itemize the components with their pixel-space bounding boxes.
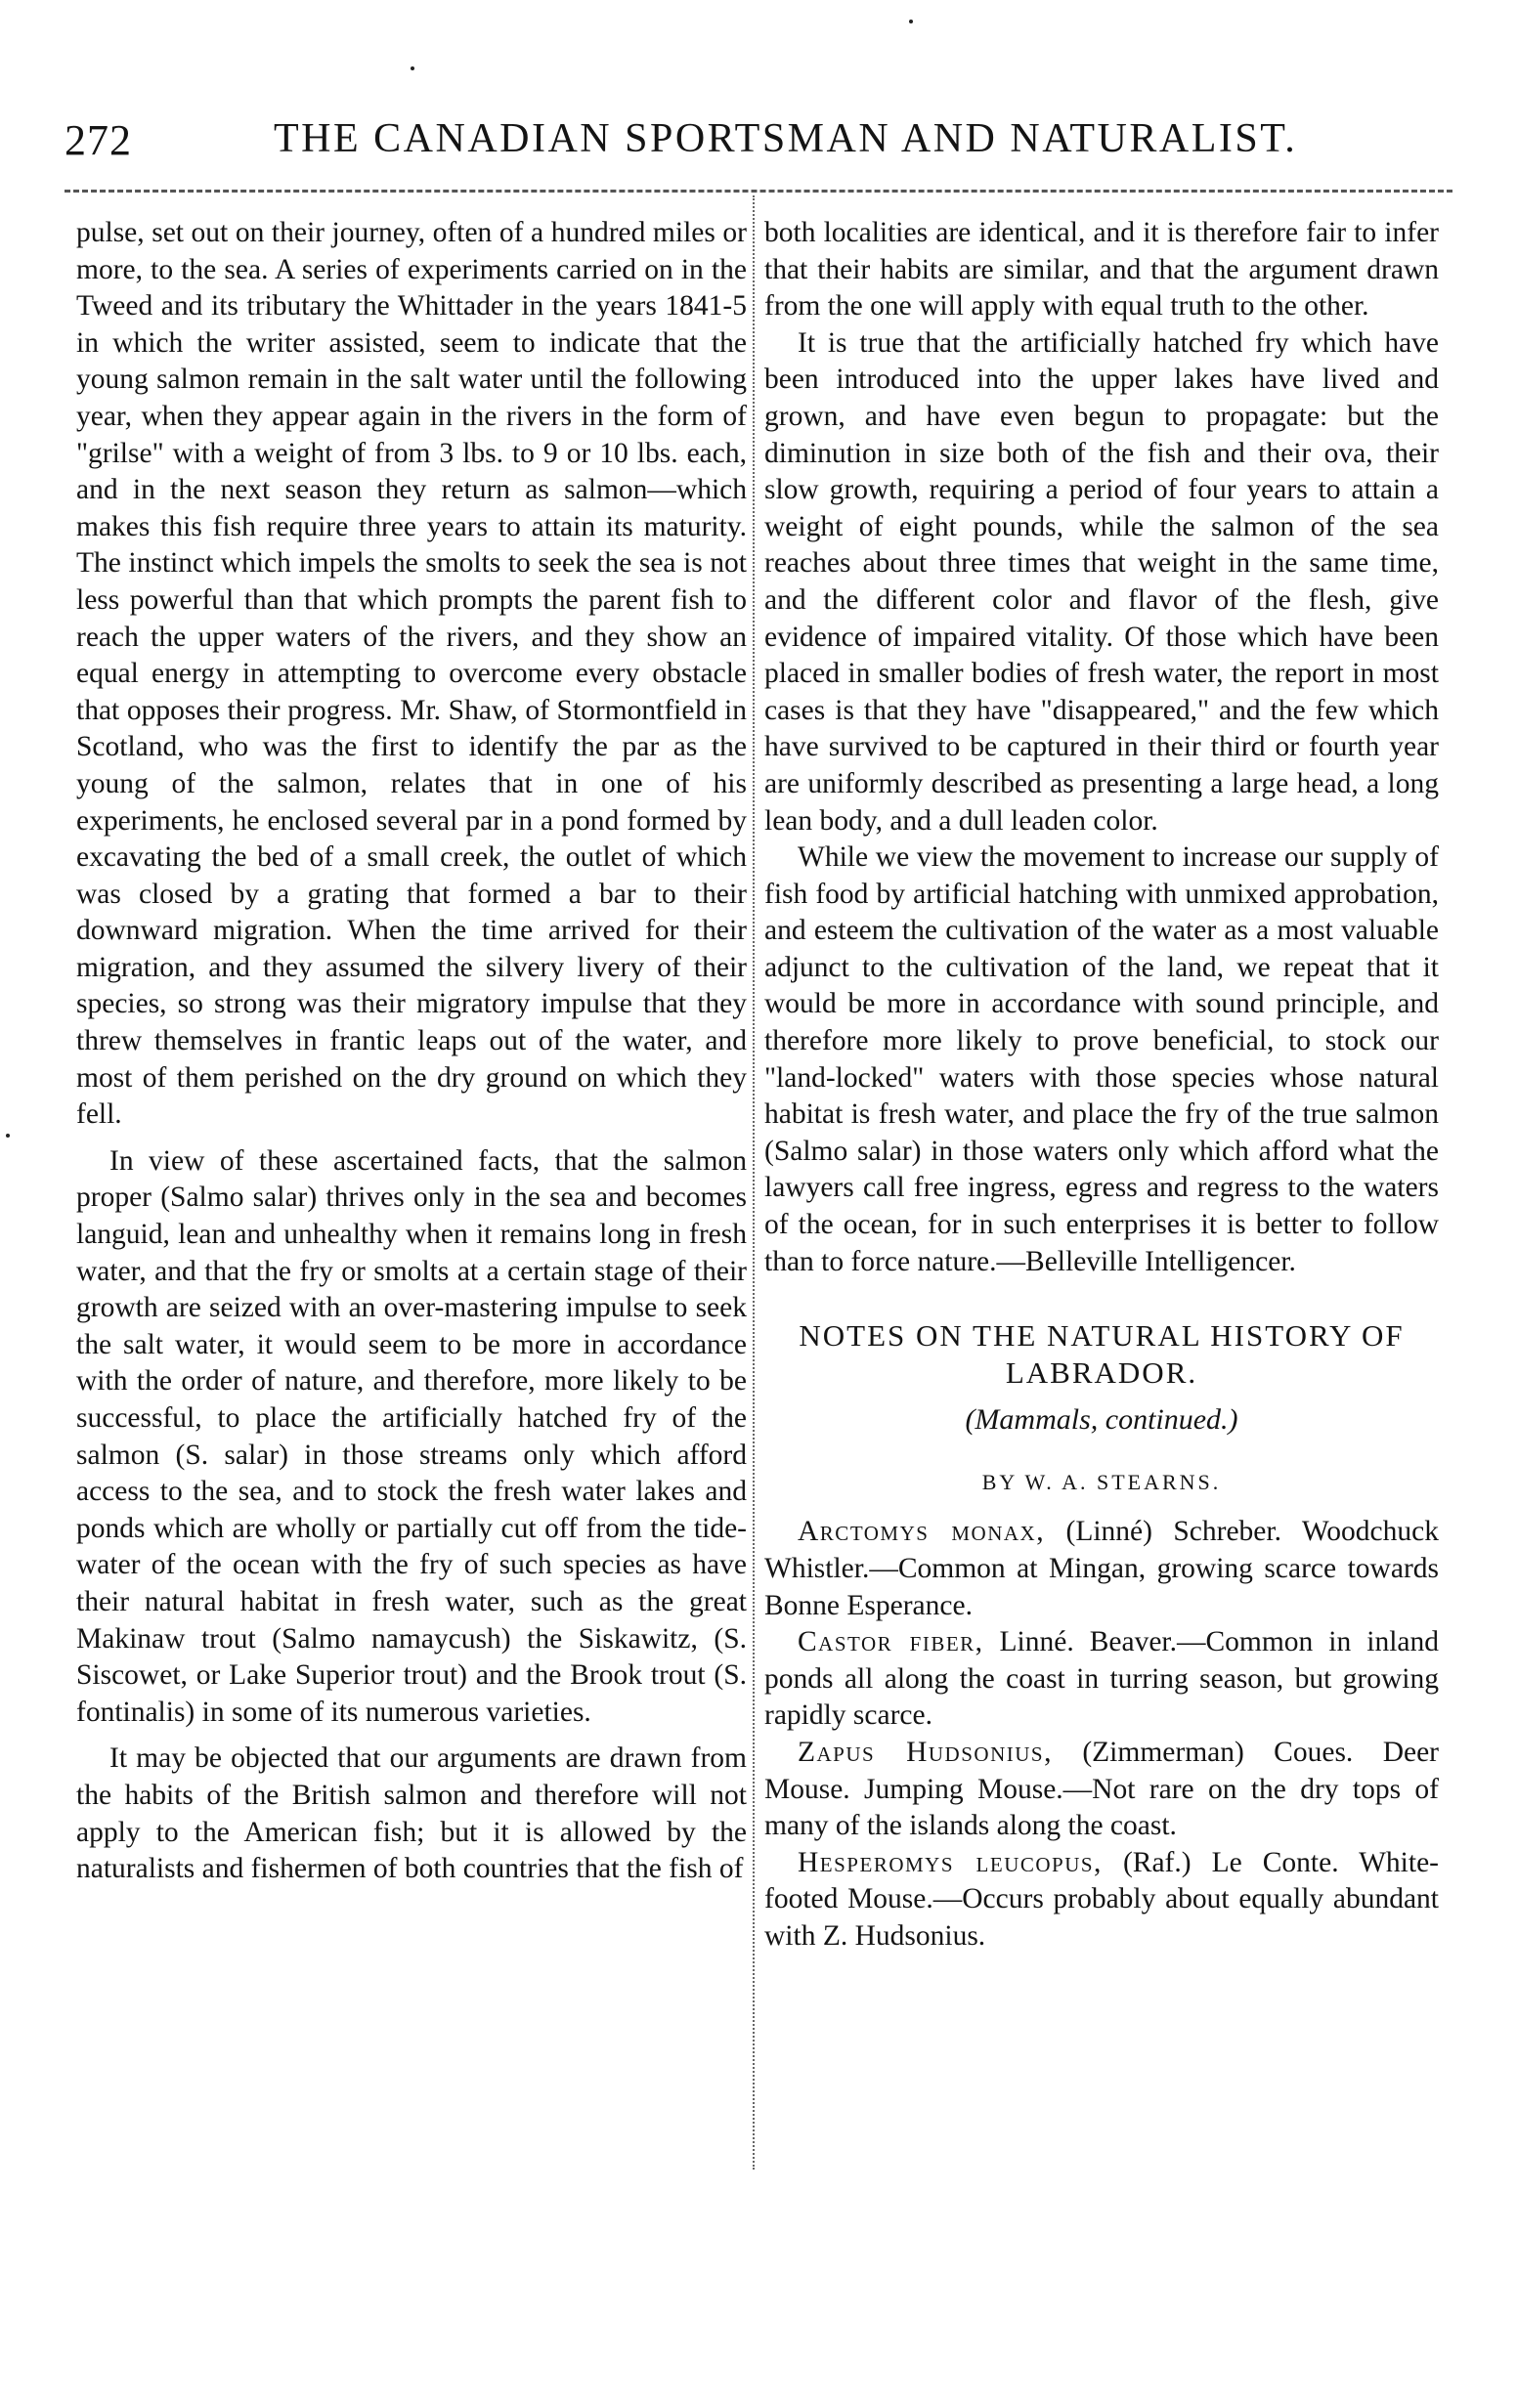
scan-speck	[6, 1134, 10, 1138]
species-description: (Zimmerman) Coues. Deer Mouse. Jumping Mouse.—Not rare on the dry tops of many of the islands along the coast.	[764, 1736, 1440, 1842]
section-subtitle: (Mammals, continued.)	[965, 1403, 1238, 1437]
right-column	[764, 215, 1439, 1956]
section-title: NOTES ON THE NATURAL HISTORY OF LABRADOR.	[799, 1318, 1405, 1391]
left-column	[76, 215, 747, 1888]
species-entry	[764, 1735, 1439, 1845]
species-entry	[764, 1514, 1439, 1624]
page-number: 272	[65, 116, 132, 164]
left-paragraph-2: In view of these ascertained facts, that the salmon proper (Salmo salar) thrives only in the sea and becomes languid, lean and unhealthy when it remains long in fresh water, and that the fry or smolts at a certain stage of their growth are seized with an over-mastering impulse to seek the salt water, it would seem to be more in accordance with the order of nature, and therefore, more likely to be successful, to place the artificially hatched fry of the salmon (S. salar) in those streams only which afford access to the sea, and to stock the fresh water lakes and ponds which are wholly or partially cut off from the tide-water of the ocean with the fry of such species as have their natural habitat in fresh water, such as the great Makinaw trout (Salmo namaycush) the Siskawitz, (S. Siscowet, or Lake Superior trout) and the Brook trout (S. fontinalis) in some of its numerous varieties.	[76, 1144, 747, 1728]
species-name: Castor fiber,	[798, 1626, 984, 1658]
species-name: Hesperomys leucopus,	[798, 1846, 1103, 1878]
page-header	[65, 115, 1452, 174]
species-description: (Raf.) Le Conte. White-footed Mouse.—Occurs probably about equally abundant with Z. Hudsonius.	[764, 1846, 1439, 1952]
species-name: Arctomys monax,	[798, 1516, 1046, 1548]
right-paragraph-3: While we view the movement to increase our supply of fish food by artificial hatching with unmixed approbation, and esteem the cultivation of the water as a most valuable adjunct to the cultivation of the land, we repeat that it would be more in accordance with sound principle, and therefore more likely to prove beneficial, to stock our "land-locked" waters with those species whose natural habitat is fresh water, and place the fry of the true salmon (Salmo salar) in those waters only which afford what the lawyers call free ingress, egress and regress to the waters of the ocean, for in such enterprises it is better to follow than to force nature.—Belleville Intelligencer.	[764, 841, 1439, 1277]
running-head: THE CANADIAN SPORTSMAN AND NATURALIST.	[274, 116, 1298, 161]
right-paragraph-1: both localities are identical, and it is therefore fair to infer that their habits are similar, and that the argument drawn from the one will apply with equal truth to the other.	[764, 217, 1439, 322]
column-divider	[753, 195, 755, 2170]
species-entry	[764, 1845, 1439, 1956]
scan-speck	[411, 66, 414, 70]
byline: BY W. A. STEARNS.	[981, 1469, 1222, 1494]
species-description: Linné. Beaver.—Common in inland ponds all along the coast in turring season, but growing rapidly scarce.	[764, 1626, 1439, 1732]
species-name: Zapus Hudsonius,	[798, 1736, 1053, 1768]
species-entry	[764, 1624, 1439, 1735]
scan-speck	[909, 20, 913, 23]
right-paragraph-2: It is true that the artificially hatched fry which have been introduced into the upper lakes have lived and grown, and have even begun to propagate: but the diminution in size both of the fish and their ova, their slow growth, requiring a period of four years to attain a weight of eight pounds, while the salmon of the sea reaches about three times that weight in the same time, and the different color and flavor of the flesh, give evidence of impaired vitality. Of those which have been placed in smaller bodies of fresh water, the report in most cases is that they have "disappeared," and the few which have survived to be captured in their third or fourth year are uniformly described as presenting a large head, a long lean body, and a dull leaden color.	[764, 326, 1439, 837]
left-paragraph-1: pulse, set out on their journey, often of a hundred miles or more, to the sea. A series of experiments carried on in the Tweed and its tributary the Whittader in the years 1841-5 in which the writer assisted, seem to indicate that the young salmon remain in the salt water until the following year, when they appear again in the rivers in the form of "grilse" with a weight of from 3 lbs. to 9 or 10 lbs. each, and in the next season they return as salmon—which makes this fish require three years to attain its maturity. The instinct which impels the smolts to seek the sea is not less powerful than that which prompts the parent fish to reach the upper waters of the rivers, and they show an equal energy in attempting to overcome every obstacle that opposes their progress. Mr. Shaw, of Stormontfield in Scotland, who was the first to identify the par as the young of the salmon, relates that in one of his experiments, he enclosed several par in a pond formed by excavating the bed of a small creek, the outlet of which was closed by a grating that formed a bar to their downward migration. When the time arrived for their migration, and they assumed the silvery livery of their species, so strong was their migratory impulse that they threw themselves in frantic leaps out of the water, and most of them perished on the dry ground on which they fell.	[76, 217, 747, 1131]
left-paragraph-3: It may be objected that our arguments are drawn from the habits of the British salmon and therefore will not apply to the American fish; but it is allowed by the naturalists and fishermen of both countries that the fish of	[76, 1742, 747, 1885]
species-description: (Linné) Schreber. Woodchuck Whistler.—Common at Mingan, growing scarce towards Bonne Esperance.	[764, 1516, 1439, 1621]
header-rule	[65, 190, 1452, 193]
